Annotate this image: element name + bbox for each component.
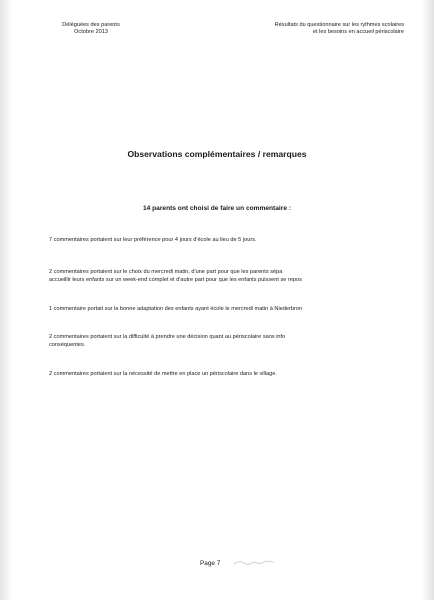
observation-line: 7 commentaires portaient sur leur préférence pour 4 jours d'école au lieu de 5 jours. xyxy=(49,237,257,243)
header-date: Octobre 2013 xyxy=(74,29,108,35)
observation-line: 2 commentaires portaient sur la nécessité de mettre en place un périscolaire dans le village. xyxy=(49,371,277,377)
observation-line: conséquentes. xyxy=(49,342,86,348)
scan-mark xyxy=(232,556,276,568)
observation-item xyxy=(49,333,434,349)
header-left xyxy=(46,22,136,36)
header-report-title-line2: et les besoins en accueil périscolaire xyxy=(312,29,404,35)
scan-edge-right xyxy=(422,0,434,600)
observation-line: 2 commentaires portaient sur le choix du mercredi matin, d'une part pour que les parents sépa xyxy=(49,269,283,275)
section-subtitle: 14 parents ont choisi de faire un commentaire : xyxy=(142,205,292,212)
page-number: Page 7 xyxy=(200,560,221,567)
observation-item xyxy=(49,236,434,244)
observation-item xyxy=(49,370,434,378)
header-right xyxy=(238,22,404,36)
scan-edge-left xyxy=(0,0,12,600)
header-author: Déléguées des parents xyxy=(62,22,120,28)
observation-line: 2 commentaires portaient sur la difficulté à prendre une décision quant au périscolaire sans info xyxy=(49,334,286,340)
observation-line: 1 commentaire portait sur la bonne adaptation des enfants ayant école le mercredi matin à Niederbron xyxy=(49,306,303,312)
observation-item xyxy=(49,268,434,284)
page-title: Observations complémentaires / remarques xyxy=(127,149,307,159)
observation-line: accueillir leurs enfants sur un week-end complet et d'autre part pour que les enfants puissent se repos xyxy=(49,277,302,283)
header-report-title-line1: Résultats du questionnaire sur les rythmes scolaires xyxy=(274,22,404,28)
observation-item xyxy=(49,305,434,313)
